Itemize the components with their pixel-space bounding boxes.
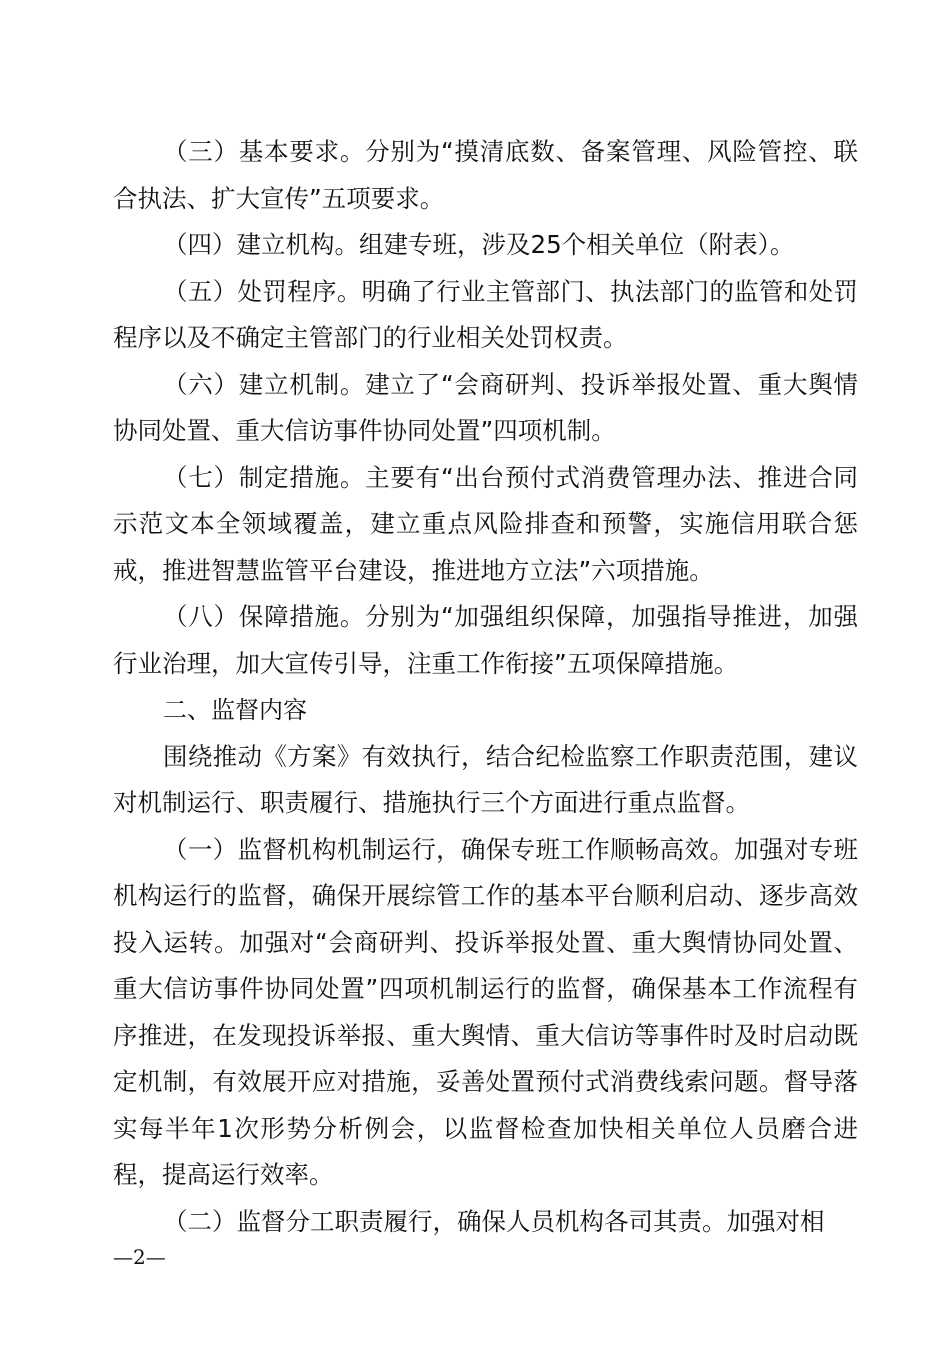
paragraph-supervise-mechanism: （一）监督机构机制运行，确保专班工作顺畅高效。加强对专班机构运行的监督，确保开展综管工作的基本平台顺利启动、逐步高效投入运转。加强对“会商研判、投诉举报处置、重大舆情协同处置、重大信访事件协同处置”四项机制运行的监督，确保基本工作流程有序推进，在发现投诉举报、重大舆情、重大信访等事件时及时启动既定机制，有效展开应对措施，妥善处置预付式消费线索问题。督导落实每半年1次形势分析例会，以监督检查加快相关单位人员磨合进程，提高运行效率。	[113, 834, 858, 1189]
paragraph-establish-organization: （四）建立机构。组建专班，涉及25个相关单位（附表）。	[163, 230, 795, 259]
paragraph-supervise-duties: （二）监督分工职责履行，确保人员机构各司其责。加强对相	[163, 1206, 825, 1236]
paragraph-formulate-measures: （七）制定措施。主要有“出台预付式消费管理办法、推进合同示范文本全领域覆盖，建立重点风险排查和预警，实施信用联合惩戒，推进智慧监管平台建设，推进地方立法”六项措施。	[113, 462, 858, 585]
paragraph-establish-mechanism: （六）建立机制。建立了“会商研判、投诉举报处置、重大舆情协同处置、重大信访事件协同处置”四项机制。	[113, 369, 858, 445]
document-body	[113, 129, 858, 1245]
paragraph-safeguard-measures: （八）保障措施。分别为“加强组织保障，加强指导推进，加强行业治理，加大宣传引导，注重工作衔接”五项保障措施。	[113, 602, 858, 678]
paragraph-basic-requirements: （三）基本要求。分别为“摸清底数、备案管理、风险管控、联合执法、扩大宣传”五项要求。	[113, 137, 858, 213]
page-number: —2—	[113, 1245, 166, 1269]
paragraph-supervision-intro: 围绕推动《方案》有效执行，结合纪检监察工作职责范围，建议对机制运行、职责履行、措施执行三个方面进行重点监督。	[113, 741, 858, 817]
paragraph-penalty-procedure: （五）处罚程序。明确了行业主管部门、执法部门的监管和处罚程序以及不确定主管部门的行业相关处罚权责。	[113, 276, 858, 352]
section-heading: 二、监督内容	[163, 696, 307, 724]
